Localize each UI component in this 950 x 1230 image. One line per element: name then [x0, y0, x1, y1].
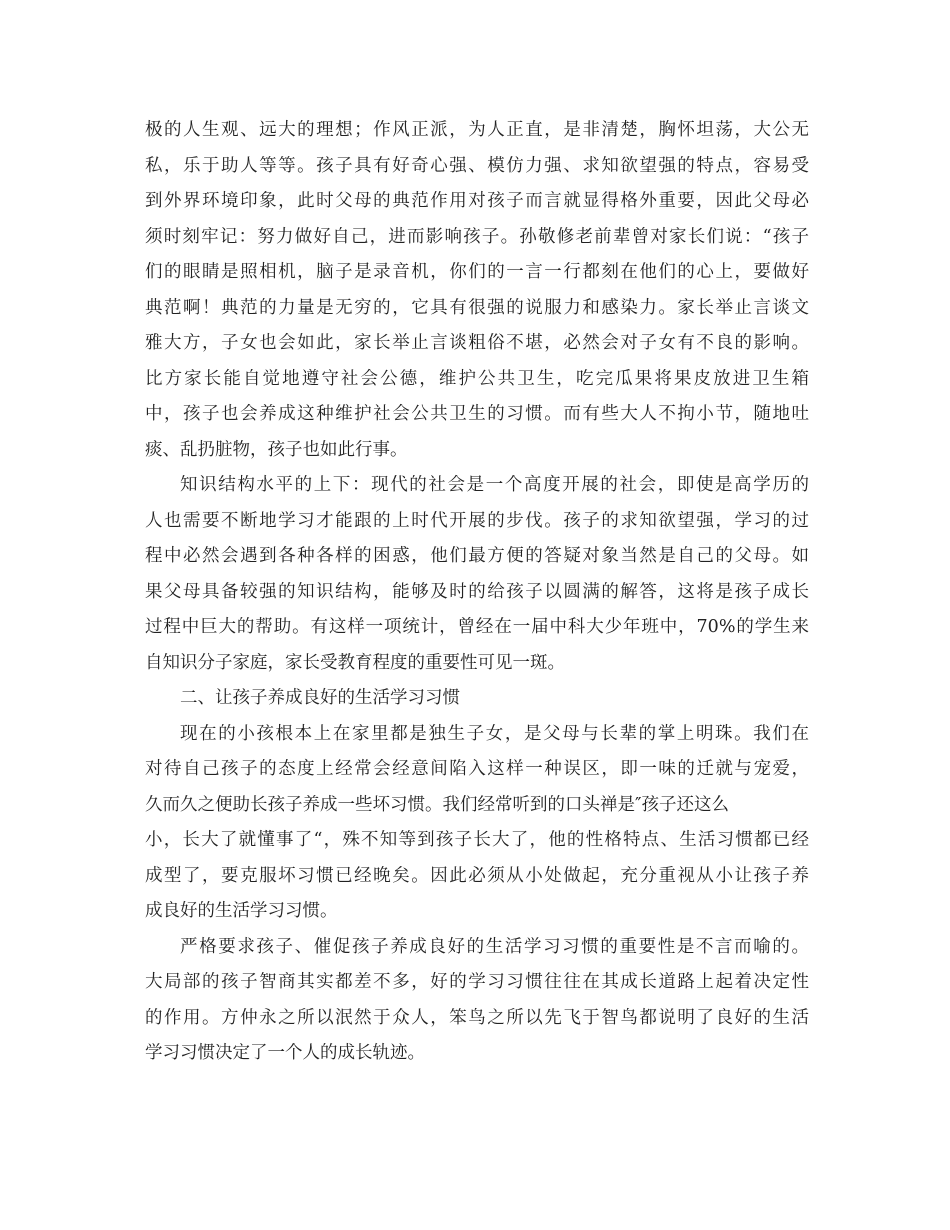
- document-body: [145, 113, 809, 1072]
- text-line: 成良好的生活学习习惯。: [145, 901, 338, 921]
- text-line: 比方家长能自觉地遵守社会公德，维护公共卫生，吃完瓜果将果皮放进卫生箱: [145, 368, 809, 389]
- text-line: 大局部的孩子智商其实都差不多，好的学习习惯往往在其成长道路上起着决定性: [145, 972, 809, 992]
- text-line: 到外界环境印象，此时父母的典范作用对孩子而言就显得格外重要，因此父母必: [145, 191, 809, 211]
- section-heading: [145, 681, 809, 717]
- text-line: 严格要求孩子、催促孩子养成良好的生活学习习惯的重要性是不言而喻的。: [180, 936, 809, 957]
- text-line: 知识结构水平的上下：现代的社会是一个高度开展的社会，即使是高学历的: [180, 475, 809, 495]
- text-line: 小，长大了就懂事了“，殊不知等到孩子长大了，他的性格特点、生活习惯都已经: [145, 830, 809, 850]
- text-line: 私，乐于助人等等。孩子具有好奇心强、模仿力强、求知欲望强的特点，容易受: [145, 155, 809, 176]
- text-line: 自知识分子家庭，家长受教育程度的重要性可见一斑。: [145, 652, 565, 673]
- text-line: 们的眼睛是照相机，脑子是录音机，你们的一言一行都刻在他们的心上，要做好: [145, 262, 809, 282]
- text-line: 过程中巨大的帮助。有这样一项统计，曾经在一届中科大少年班中，70%的学生来: [145, 617, 809, 637]
- text-line: 对待自己孩子的态度上经常会经意间陷入这样一种误区，即一味的迁就与宠爱，: [145, 759, 809, 779]
- text-line: 须时刻牢记：努力做好自己，进而影响孩子。孙敬修老前辈曾对家长们说：“孩子: [145, 226, 809, 247]
- paragraph-role-model: [145, 113, 809, 468]
- text-line: 的作用。方仲永之所以泯然于众人，笨鸟之所以先飞于智鸟都说明了良好的生活: [145, 1007, 809, 1028]
- paragraph-knowledge-structure: [145, 468, 809, 681]
- paragraph-strict-requirements: [145, 930, 809, 1072]
- text-line: 现在的小孩根本上在家里都是独生子女，是父母与长辈的掌上明珠。我们在: [180, 723, 809, 744]
- text-line: 果父母具备较强的知识结构，能够及时的给孩子以圆满的解答，这将是孩子成长: [145, 581, 809, 602]
- text-line: 雅大方，子女也会如此，家长举止言谈粗俗不堪，必然会对子女有不良的影响。: [145, 333, 809, 353]
- text-line: 人也需要不断地学习才能跟的上时代开展的步伐。孩子的求知欲望强，学习的过: [145, 510, 809, 531]
- text-line: 极的人生观、远大的理想；作风正派，为人正直，是非清楚，胸怀坦荡，大公无: [145, 120, 809, 140]
- paragraph-only-child: [145, 717, 809, 930]
- text-line: 中，孩子也会养成这种维护社会公共卫生的习惯。而有些大人不拘小节，随地吐: [145, 404, 809, 424]
- text-line: 成型了，要克服坏习惯已经晚矣。因此必须从小处做起，充分重视从小让孩子养: [145, 865, 809, 886]
- text-line: 学习习惯决定了一个人的成长轨迹。: [145, 1043, 425, 1063]
- text-line: 典范啊！典范的力量是无穷的，它具有很强的说服力和感染力。家长举止言谈文: [145, 297, 809, 318]
- text-line: 久而久之便助长孩子养成一些坏习惯。我们经常听到的口头禅是″孩子还这么: [145, 794, 730, 815]
- text-line: 痰、乱扔脏物，孩子也如此行事。: [145, 439, 408, 460]
- section-title: 二、让孩子养成良好的生活学习习惯: [180, 688, 460, 708]
- text-line: 程中必然会遇到各种各样的困惑，他们最方便的答疑对象当然是自己的父母。如: [145, 546, 809, 566]
